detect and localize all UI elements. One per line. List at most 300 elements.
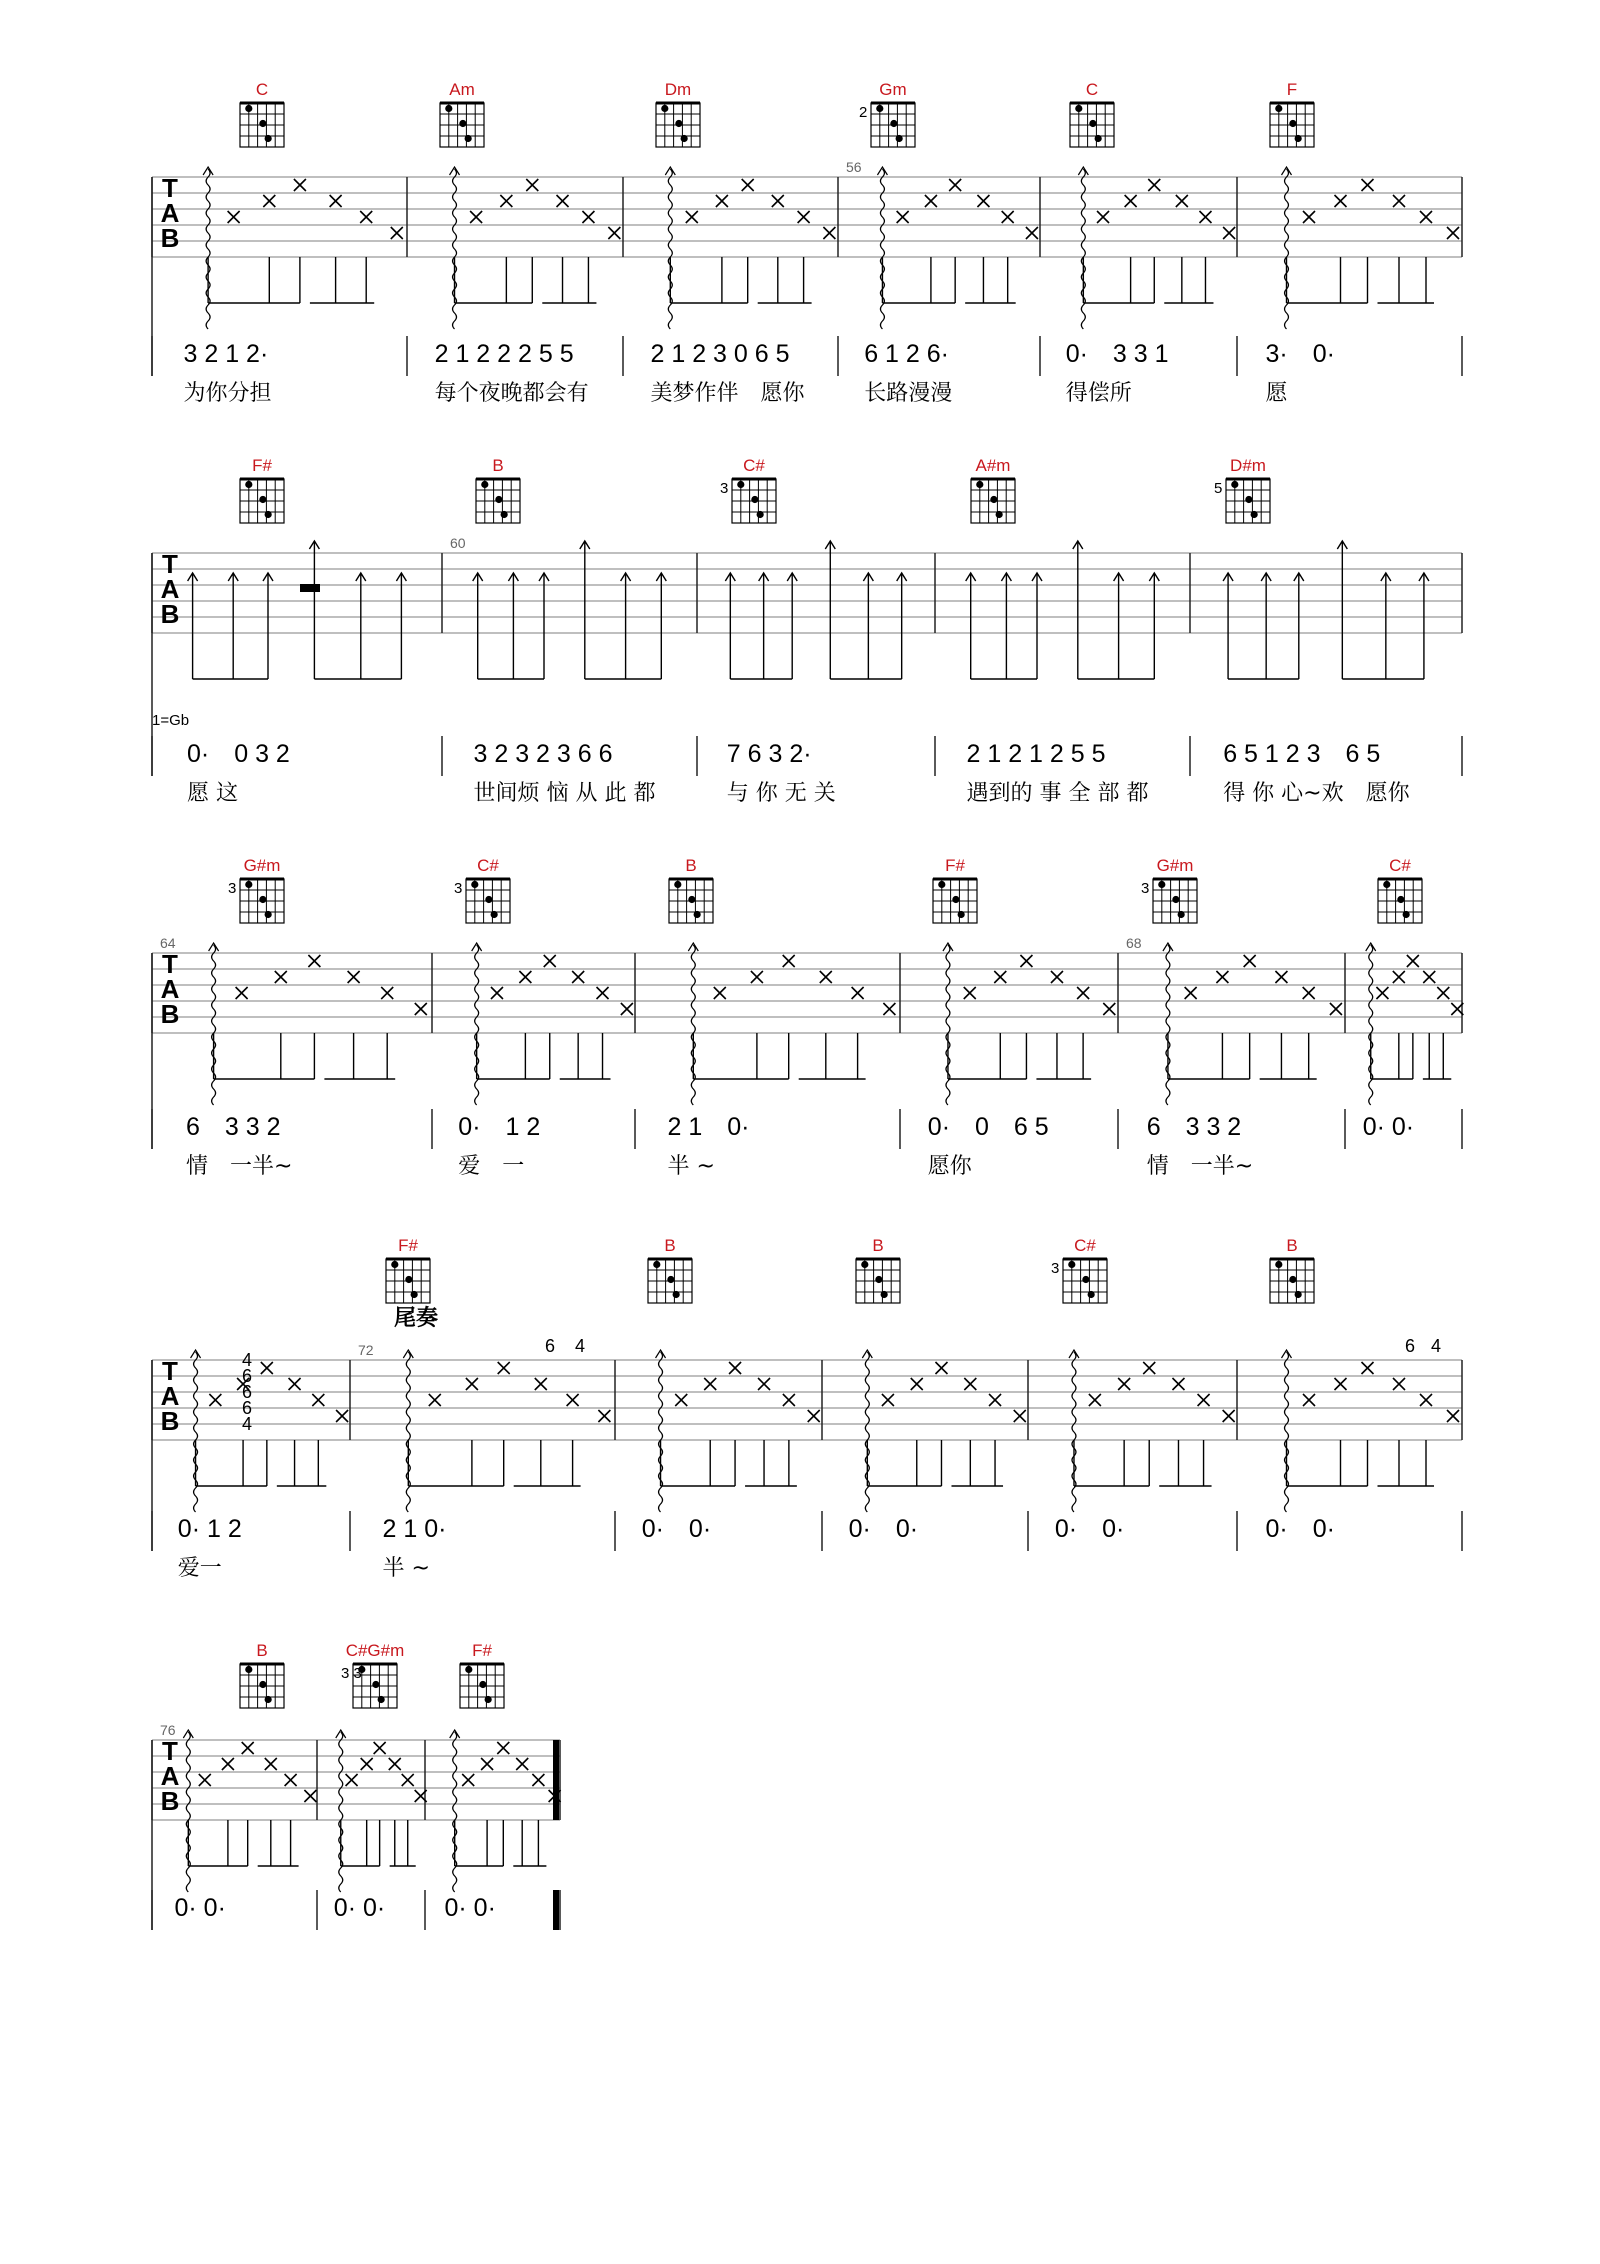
chord-diagram bbox=[228, 856, 284, 923]
finger-dot bbox=[1251, 511, 1258, 518]
muted-note bbox=[714, 987, 726, 999]
lyric-line: 美梦作伴 愿你 bbox=[650, 381, 805, 406]
finger-dot bbox=[265, 135, 272, 142]
arrow-head bbox=[183, 1730, 193, 1738]
muted-note bbox=[526, 179, 538, 191]
chord-name: Dm bbox=[664, 80, 692, 99]
finger-dot bbox=[1158, 881, 1165, 888]
finger-dot bbox=[674, 881, 681, 888]
measure-number: 56 bbox=[846, 159, 862, 175]
muted-note bbox=[304, 1790, 316, 1802]
chord-diagram bbox=[856, 1236, 900, 1303]
chord-name: B bbox=[872, 1236, 884, 1255]
chord-diagram bbox=[648, 1236, 692, 1303]
muted-note bbox=[597, 987, 609, 999]
muted-note bbox=[582, 211, 594, 223]
tab-clef-letter: B bbox=[160, 599, 180, 629]
muted-note bbox=[1447, 227, 1459, 239]
finger-dot bbox=[694, 911, 701, 918]
muted-note bbox=[209, 1394, 221, 1406]
strum-group bbox=[665, 167, 835, 329]
muted-note bbox=[1097, 211, 1109, 223]
muted-note bbox=[1026, 227, 1038, 239]
arrow-head bbox=[336, 1730, 346, 1738]
muted-note bbox=[608, 227, 620, 239]
chord-name: F# bbox=[472, 1641, 492, 1660]
tab-clef-letter: A bbox=[160, 1761, 180, 1791]
finger-dot bbox=[245, 1666, 252, 1673]
muted-note bbox=[491, 987, 503, 999]
finger-dot bbox=[405, 1276, 412, 1283]
finger-dot bbox=[411, 1291, 418, 1298]
strum-group bbox=[188, 541, 407, 679]
numbered-notation: 2 1 0· bbox=[382, 1515, 447, 1543]
finger-dot bbox=[259, 496, 266, 503]
finger-dot bbox=[875, 1276, 882, 1283]
finger-dot bbox=[245, 105, 252, 112]
muted-note bbox=[964, 987, 976, 999]
outro-label: 尾奏 bbox=[394, 1306, 439, 1331]
finger-dot bbox=[1068, 1261, 1075, 1268]
finger-dot bbox=[990, 496, 997, 503]
chord-diagram bbox=[386, 1236, 430, 1303]
arrow-head bbox=[1282, 1350, 1292, 1358]
tab-clef-letter: B bbox=[160, 223, 180, 253]
tab-fret-number: 4 bbox=[574, 1336, 586, 1356]
finger-dot bbox=[681, 135, 688, 142]
muted-note bbox=[381, 987, 393, 999]
finger-dot bbox=[485, 1696, 492, 1703]
finger-dot bbox=[890, 120, 897, 127]
muted-note bbox=[1362, 1362, 1374, 1374]
strum-group bbox=[472, 943, 633, 1105]
muted-note bbox=[977, 195, 989, 207]
chord-fret-number: 3 bbox=[1141, 880, 1150, 897]
muted-note bbox=[1118, 1378, 1130, 1390]
tab-clef-letter: A bbox=[160, 574, 180, 604]
muted-note bbox=[783, 1394, 795, 1406]
chord-fret-number: 3 bbox=[720, 480, 729, 497]
chord-diagram bbox=[454, 856, 510, 923]
tab-clef-letter: B bbox=[160, 999, 180, 1029]
lyric-line: 得 你 心~欢 愿你 bbox=[1223, 781, 1410, 806]
muted-note bbox=[1014, 1410, 1026, 1422]
strum-group bbox=[209, 943, 427, 1105]
muted-note bbox=[498, 1362, 510, 1374]
strum-group bbox=[473, 541, 667, 679]
muted-note bbox=[686, 211, 698, 223]
chord-name: Gm bbox=[879, 80, 907, 99]
numbered-notation: 7 6 3 2· bbox=[726, 740, 812, 768]
tab-fret-number: 6 bbox=[241, 1382, 253, 1402]
muted-note bbox=[820, 971, 832, 983]
finger-dot bbox=[938, 881, 945, 888]
strum-group bbox=[336, 1730, 427, 1892]
muted-note bbox=[500, 195, 512, 207]
arrow-head bbox=[862, 1350, 872, 1358]
muted-note bbox=[1198, 1394, 1210, 1406]
muted-note bbox=[312, 1394, 324, 1406]
strum-group bbox=[1366, 943, 1464, 1105]
finger-dot bbox=[245, 881, 252, 888]
muted-note bbox=[228, 211, 240, 223]
chord-fret-number: 3 bbox=[1051, 1260, 1060, 1277]
muted-note bbox=[1303, 211, 1315, 223]
chord-fret-number: 3 bbox=[228, 880, 237, 897]
muted-note bbox=[265, 1758, 277, 1770]
muted-note bbox=[1335, 1378, 1347, 1390]
muted-note bbox=[263, 195, 275, 207]
numbered-notation: 2 1 0· bbox=[667, 1113, 750, 1141]
tab-clef-letter: T bbox=[162, 1736, 178, 1766]
finger-dot bbox=[688, 896, 695, 903]
finger-dot bbox=[465, 135, 472, 142]
arrow-head bbox=[209, 943, 219, 951]
muted-note bbox=[236, 987, 248, 999]
finger-dot bbox=[861, 1261, 868, 1268]
muted-note bbox=[1125, 195, 1137, 207]
muted-note bbox=[1223, 227, 1235, 239]
finger-dot bbox=[265, 911, 272, 918]
numbered-notation: 0· 0· bbox=[1054, 1515, 1125, 1543]
lyric-line: 情 一半~ bbox=[186, 1154, 293, 1179]
numbered-notation: 2 1 2 2 2 5 5 bbox=[434, 340, 574, 368]
finger-dot bbox=[976, 481, 983, 488]
numbered-notation: 6 3 3 2 bbox=[1146, 1113, 1242, 1141]
chord-diagram bbox=[669, 856, 713, 923]
chord-name: F bbox=[1286, 80, 1298, 99]
tab-clef-letter: T bbox=[162, 949, 178, 979]
tab-clef-letter: T bbox=[162, 1356, 178, 1386]
numbered-notation: 0· 0· bbox=[444, 1894, 496, 1922]
muted-note bbox=[1143, 1362, 1155, 1374]
muted-note bbox=[308, 955, 320, 967]
muted-note bbox=[949, 179, 961, 191]
finger-dot bbox=[1095, 135, 1102, 142]
strum-group bbox=[1163, 943, 1342, 1105]
chord-name: C bbox=[255, 80, 269, 99]
finger-dot bbox=[1383, 881, 1390, 888]
muted-note bbox=[742, 179, 754, 191]
chord-name: F# bbox=[945, 856, 965, 875]
muted-note bbox=[1447, 1410, 1459, 1422]
muted-note bbox=[222, 1758, 234, 1770]
muted-note bbox=[883, 1003, 895, 1015]
finger-dot bbox=[259, 896, 266, 903]
chord-name: C# bbox=[1074, 1236, 1096, 1255]
chord-diagram bbox=[1270, 80, 1314, 147]
strum-group bbox=[656, 1350, 820, 1512]
arrow-head bbox=[656, 1350, 666, 1358]
muted-note bbox=[497, 1742, 509, 1754]
muted-note bbox=[1051, 971, 1063, 983]
strum-group bbox=[191, 1350, 349, 1512]
finger-dot bbox=[265, 511, 272, 518]
chord-name: C# bbox=[477, 856, 499, 875]
arrow-head bbox=[688, 943, 698, 951]
muted-note bbox=[481, 1758, 493, 1770]
finger-dot bbox=[896, 135, 903, 142]
finger-dot bbox=[667, 1276, 674, 1283]
chord-name: D#m bbox=[1230, 456, 1266, 475]
lyric-line: 得偿所 bbox=[1065, 381, 1132, 406]
finger-dot bbox=[1403, 911, 1410, 918]
arrow-head bbox=[1078, 167, 1088, 175]
chord-name: C# bbox=[743, 456, 765, 475]
muted-note bbox=[374, 1742, 386, 1754]
tab-fret-number: 6 bbox=[241, 1398, 253, 1418]
measure-number: 68 bbox=[1126, 935, 1142, 951]
muted-note bbox=[242, 1742, 254, 1754]
arrow-head bbox=[191, 1350, 201, 1358]
muted-note bbox=[516, 1758, 528, 1770]
muted-note bbox=[415, 1003, 427, 1015]
numbered-notation: 0· 0 6 5 bbox=[927, 1113, 1049, 1141]
strum-group bbox=[183, 1730, 316, 1892]
muted-note bbox=[1244, 955, 1256, 967]
muted-note bbox=[1148, 179, 1160, 191]
chord-name: C# bbox=[1389, 856, 1411, 875]
strum-group bbox=[203, 167, 403, 329]
tab-clef-letter: A bbox=[160, 974, 180, 1004]
measure-number: 60 bbox=[450, 535, 466, 551]
arrow-head bbox=[203, 167, 213, 175]
finger-dot bbox=[952, 896, 959, 903]
tab-clef-letter: B bbox=[160, 1406, 180, 1436]
chord-diagram bbox=[656, 80, 700, 147]
numbered-notation: 3· 0· bbox=[1265, 340, 1335, 368]
tab-clef-letter: A bbox=[160, 198, 180, 228]
chord-fret-number: 3 3 bbox=[341, 1665, 362, 1682]
strum-group bbox=[1282, 1350, 1460, 1512]
chord-diagram bbox=[440, 80, 484, 147]
tab-fret-number: 6 bbox=[544, 1336, 556, 1356]
finger-dot bbox=[751, 496, 758, 503]
muted-note bbox=[429, 1394, 441, 1406]
arrow-head bbox=[450, 167, 460, 175]
tab-clef-letter: A bbox=[160, 1381, 180, 1411]
chord-diagram bbox=[341, 1641, 404, 1708]
system-3 bbox=[152, 856, 1463, 1179]
finger-dot bbox=[1397, 896, 1404, 903]
arrow-head bbox=[1366, 943, 1376, 951]
finger-dot bbox=[495, 496, 502, 503]
strum-group bbox=[966, 541, 1160, 679]
measure-number: 64 bbox=[160, 935, 176, 951]
chord-name: B bbox=[664, 1236, 676, 1255]
muted-note bbox=[1223, 1410, 1235, 1422]
muted-note bbox=[729, 1362, 741, 1374]
muted-note bbox=[925, 195, 937, 207]
finger-dot bbox=[737, 481, 744, 488]
arrow-head bbox=[403, 1350, 413, 1358]
muted-note bbox=[823, 227, 835, 239]
strum-group bbox=[862, 1350, 1025, 1512]
strum-group bbox=[403, 1350, 610, 1512]
finger-dot bbox=[1245, 496, 1252, 503]
muted-note bbox=[1089, 1394, 1101, 1406]
finger-dot bbox=[445, 105, 452, 112]
muted-note bbox=[1393, 1378, 1405, 1390]
muted-note bbox=[275, 971, 287, 983]
finger-dot bbox=[459, 120, 466, 127]
finger-dot bbox=[996, 511, 1003, 518]
finger-dot bbox=[265, 1696, 272, 1703]
chord-diagram bbox=[933, 856, 977, 923]
numbered-notation: 3 2 3 2 3 6 6 bbox=[473, 740, 613, 768]
muted-note bbox=[852, 987, 864, 999]
muted-note bbox=[261, 1362, 273, 1374]
chord-diagram bbox=[1141, 856, 1197, 923]
strum-group bbox=[450, 1730, 561, 1892]
muted-note bbox=[935, 1362, 947, 1374]
muted-note bbox=[348, 971, 360, 983]
finger-dot bbox=[481, 481, 488, 488]
chord-diagram bbox=[1214, 456, 1270, 523]
finger-dot bbox=[378, 1696, 385, 1703]
tab-clef-letter: T bbox=[162, 549, 178, 579]
finger-dot bbox=[259, 1681, 266, 1688]
muted-note bbox=[598, 1410, 610, 1422]
strum-group bbox=[1069, 1350, 1235, 1512]
finger-dot bbox=[391, 1261, 398, 1268]
tab-fret-number: 4 bbox=[241, 1414, 253, 1434]
finger-dot bbox=[1289, 1276, 1296, 1283]
chord-diagram bbox=[720, 456, 776, 523]
muted-note bbox=[1393, 195, 1405, 207]
lyric-line: 愿 这 bbox=[187, 781, 238, 806]
finger-dot bbox=[485, 896, 492, 903]
lyric-line: 与 你 无 关 bbox=[726, 781, 836, 806]
lyric-line: 爱 一 bbox=[458, 1154, 525, 1179]
system-1 bbox=[152, 80, 1462, 406]
muted-note bbox=[389, 1758, 401, 1770]
finger-dot bbox=[958, 911, 965, 918]
lyric-line: 愿 bbox=[1265, 381, 1288, 406]
muted-note bbox=[772, 195, 784, 207]
chord-diagram bbox=[460, 1641, 504, 1708]
muted-note bbox=[882, 1394, 894, 1406]
muted-note bbox=[1303, 1394, 1315, 1406]
muted-note bbox=[361, 1758, 373, 1770]
muted-note bbox=[557, 195, 569, 207]
system-2 bbox=[152, 456, 1462, 806]
finger-dot bbox=[1089, 120, 1096, 127]
lyric-line: 长路漫漫 bbox=[864, 381, 953, 406]
chord-name: F# bbox=[252, 456, 272, 475]
chord-fret-number: 2 bbox=[859, 104, 868, 121]
finger-dot bbox=[661, 105, 668, 112]
numbered-notation: 2 1 2 3 0 6 5 bbox=[650, 340, 790, 368]
tab-fret-number: 4 bbox=[241, 1350, 253, 1370]
muted-note bbox=[1423, 971, 1435, 983]
strum-group bbox=[1078, 167, 1235, 329]
numbered-notation: 6 3 3 2 bbox=[186, 1113, 281, 1141]
lyric-line: 愿你 bbox=[927, 1154, 972, 1179]
chord-name: A#m bbox=[975, 456, 1011, 475]
muted-note bbox=[567, 1394, 579, 1406]
chord-diagram bbox=[1270, 1236, 1314, 1303]
muted-note bbox=[1393, 971, 1405, 983]
chord-name: F# bbox=[398, 1236, 418, 1255]
finger-dot bbox=[471, 881, 478, 888]
muted-note bbox=[994, 971, 1006, 983]
finger-dot bbox=[479, 1681, 486, 1688]
finger-dot bbox=[491, 911, 498, 918]
numbered-notation: 0· 0· bbox=[1362, 1113, 1415, 1141]
lyric-line: 半 ~ bbox=[382, 1556, 430, 1581]
chord-name: G#m bbox=[1156, 856, 1194, 875]
lyric-line: 为你分担 bbox=[183, 381, 272, 406]
finger-dot bbox=[673, 1291, 680, 1298]
numbered-notation: 0· 0· bbox=[333, 1894, 386, 1922]
chord-diagram bbox=[240, 456, 284, 523]
muted-note bbox=[1185, 987, 1197, 999]
chord-name: B bbox=[685, 856, 697, 875]
numbered-notation: 6 1 2 6· bbox=[864, 340, 949, 368]
muted-note bbox=[704, 1378, 716, 1390]
muted-note bbox=[1303, 987, 1315, 999]
muted-note bbox=[346, 1774, 358, 1786]
muted-note bbox=[911, 1378, 923, 1390]
muted-note bbox=[1437, 987, 1449, 999]
finger-dot bbox=[881, 1291, 888, 1298]
muted-note bbox=[1330, 1003, 1342, 1015]
muted-note bbox=[336, 1410, 348, 1422]
finger-dot bbox=[1075, 105, 1082, 112]
muted-note bbox=[1420, 1394, 1432, 1406]
finger-dot bbox=[1275, 1261, 1282, 1268]
measure-number: 76 bbox=[160, 1722, 176, 1738]
muted-note bbox=[519, 971, 531, 983]
strum-group bbox=[725, 541, 906, 679]
numbered-notation: 3 2 1 2· bbox=[183, 340, 269, 368]
chord-diagram bbox=[476, 456, 520, 523]
muted-note bbox=[294, 179, 306, 191]
muted-note bbox=[621, 1003, 633, 1015]
muted-note bbox=[402, 1774, 414, 1786]
chord-name: B bbox=[492, 456, 504, 475]
strum-group bbox=[943, 943, 1115, 1105]
finger-dot bbox=[1295, 135, 1302, 142]
chord-fret-number: 3 bbox=[454, 880, 463, 897]
muted-note bbox=[1216, 971, 1228, 983]
numbered-notation: 0· 1 2 bbox=[458, 1113, 541, 1141]
muted-note bbox=[1020, 955, 1032, 967]
rest-mark bbox=[300, 584, 320, 592]
muted-note bbox=[360, 211, 372, 223]
lyric-line: 半 ~ bbox=[667, 1154, 715, 1179]
numbered-notation: 0· 0· bbox=[848, 1515, 919, 1543]
muted-note bbox=[572, 971, 584, 983]
numbered-notation: 0· 0· bbox=[1265, 1515, 1335, 1543]
arrow-head bbox=[472, 943, 482, 951]
arrow-head bbox=[1163, 943, 1173, 951]
system-5 bbox=[152, 1641, 561, 1930]
finger-dot bbox=[653, 1261, 660, 1268]
muted-note bbox=[716, 195, 728, 207]
chord-diagram bbox=[240, 1641, 284, 1708]
chord-name: C#G#m bbox=[345, 1641, 405, 1660]
finger-dot bbox=[1178, 911, 1185, 918]
numbered-notation: 0· 3 3 1 bbox=[1065, 340, 1169, 368]
finger-dot bbox=[675, 120, 682, 127]
chord-diagram bbox=[1051, 1236, 1107, 1303]
muted-note bbox=[1275, 971, 1287, 983]
finger-dot bbox=[1295, 1291, 1302, 1298]
numbered-notation: 0· 0· bbox=[641, 1515, 712, 1543]
chord-name: C bbox=[1085, 80, 1099, 99]
